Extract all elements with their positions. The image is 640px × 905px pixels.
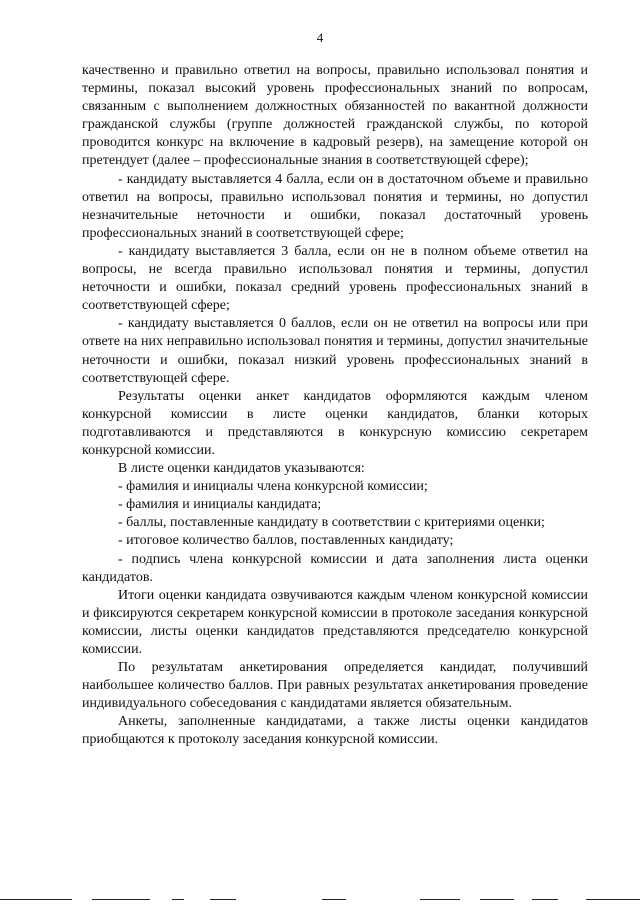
paragraph: Итоги оценки кандидата озвучиваются каждым членом конкурсной комиссии и фиксируются секретарем конкурсной комиссии в протоколе заседания конкурсной комиссии, листы оценки кандидатов представляются председателю конкурсной комиссии. [82,587,588,657]
list-item: - фамилия и инициалы кандидата; [118,497,322,513]
paragraph: качественно и правильно ответил на вопросы, правильно использовал понятия и термины, показал высокий уровень профессиональных знаний по вопросам, связанным с выполнением должностных обязанностей по вакантной должности гражданской службы (группе должностей гражданской службы, по которой проводится конкурс на включение в кадровый резерв), на замещение которой он претендует (далее – профессиональные знания в соответствующей сфере); [82,63,588,169]
paragraph: Анкеты, заполненные кандидатами, а также листы оценки кандидатов приобщаются к протоколу заседания конкурсной комиссии. [82,714,588,748]
paragraph: В листе оценки кандидатов указываются: [118,461,365,477]
list-item: - подпись члена конкурсной комиссии и дата заполнения листа оценки кандидатов. [82,551,588,585]
list-item: - баллы, поставленные кандидату в соответствии с критериями оценки; [118,515,545,531]
page-number: 4 [316,30,324,45]
list-item: - кандидату выставляется 3 балла, если он не в полном объеме ответил на вопросы, не всегда правильно использовал понятия и термины, допустил неточности и ошибки, показал средний уровень профессиональных знаний в соответствующей сфере; [82,243,588,314]
list-item: - фамилия и инициалы члена конкурсной комиссии; [118,479,428,495]
list-item: - кандидату выставляется 4 балла, если он в достаточном объеме и правильно ответил на вопросы, правильно использовал понятия и термины, но допустил незначительные неточности и ошибки, показал достаточный уровень профессиональных знаний в соответствующей сфере; [82,171,588,241]
list-item: - итоговое количество баллов, поставленных кандидату; [118,533,454,549]
paragraph: Результаты оценки анкет кандидатов оформляются каждым членом конкурсной комиссии в листе оценки кандидатов, бланки которых подготавливаются и представляются в конкурсную комиссию секретарем конкурсной комиссии. [82,388,588,458]
document-body [82,62,588,750]
list-item: - кандидату выставляется 0 баллов, если он не ответил на вопросы или при ответе на них неправильно использовал понятия и термины, допустил значительные неточности и ошибки, показал низкий уровень профессиональных знаний в соответствующей сфере. [82,316,588,386]
footer-rule [0,899,640,901]
paragraph: По результатам анкетирования определяется кандидат, получивший наибольшее количество баллов. При равных результатах анкетирования проведение индивидуального собеседования с кандидатами является обязательным. [82,660,588,712]
